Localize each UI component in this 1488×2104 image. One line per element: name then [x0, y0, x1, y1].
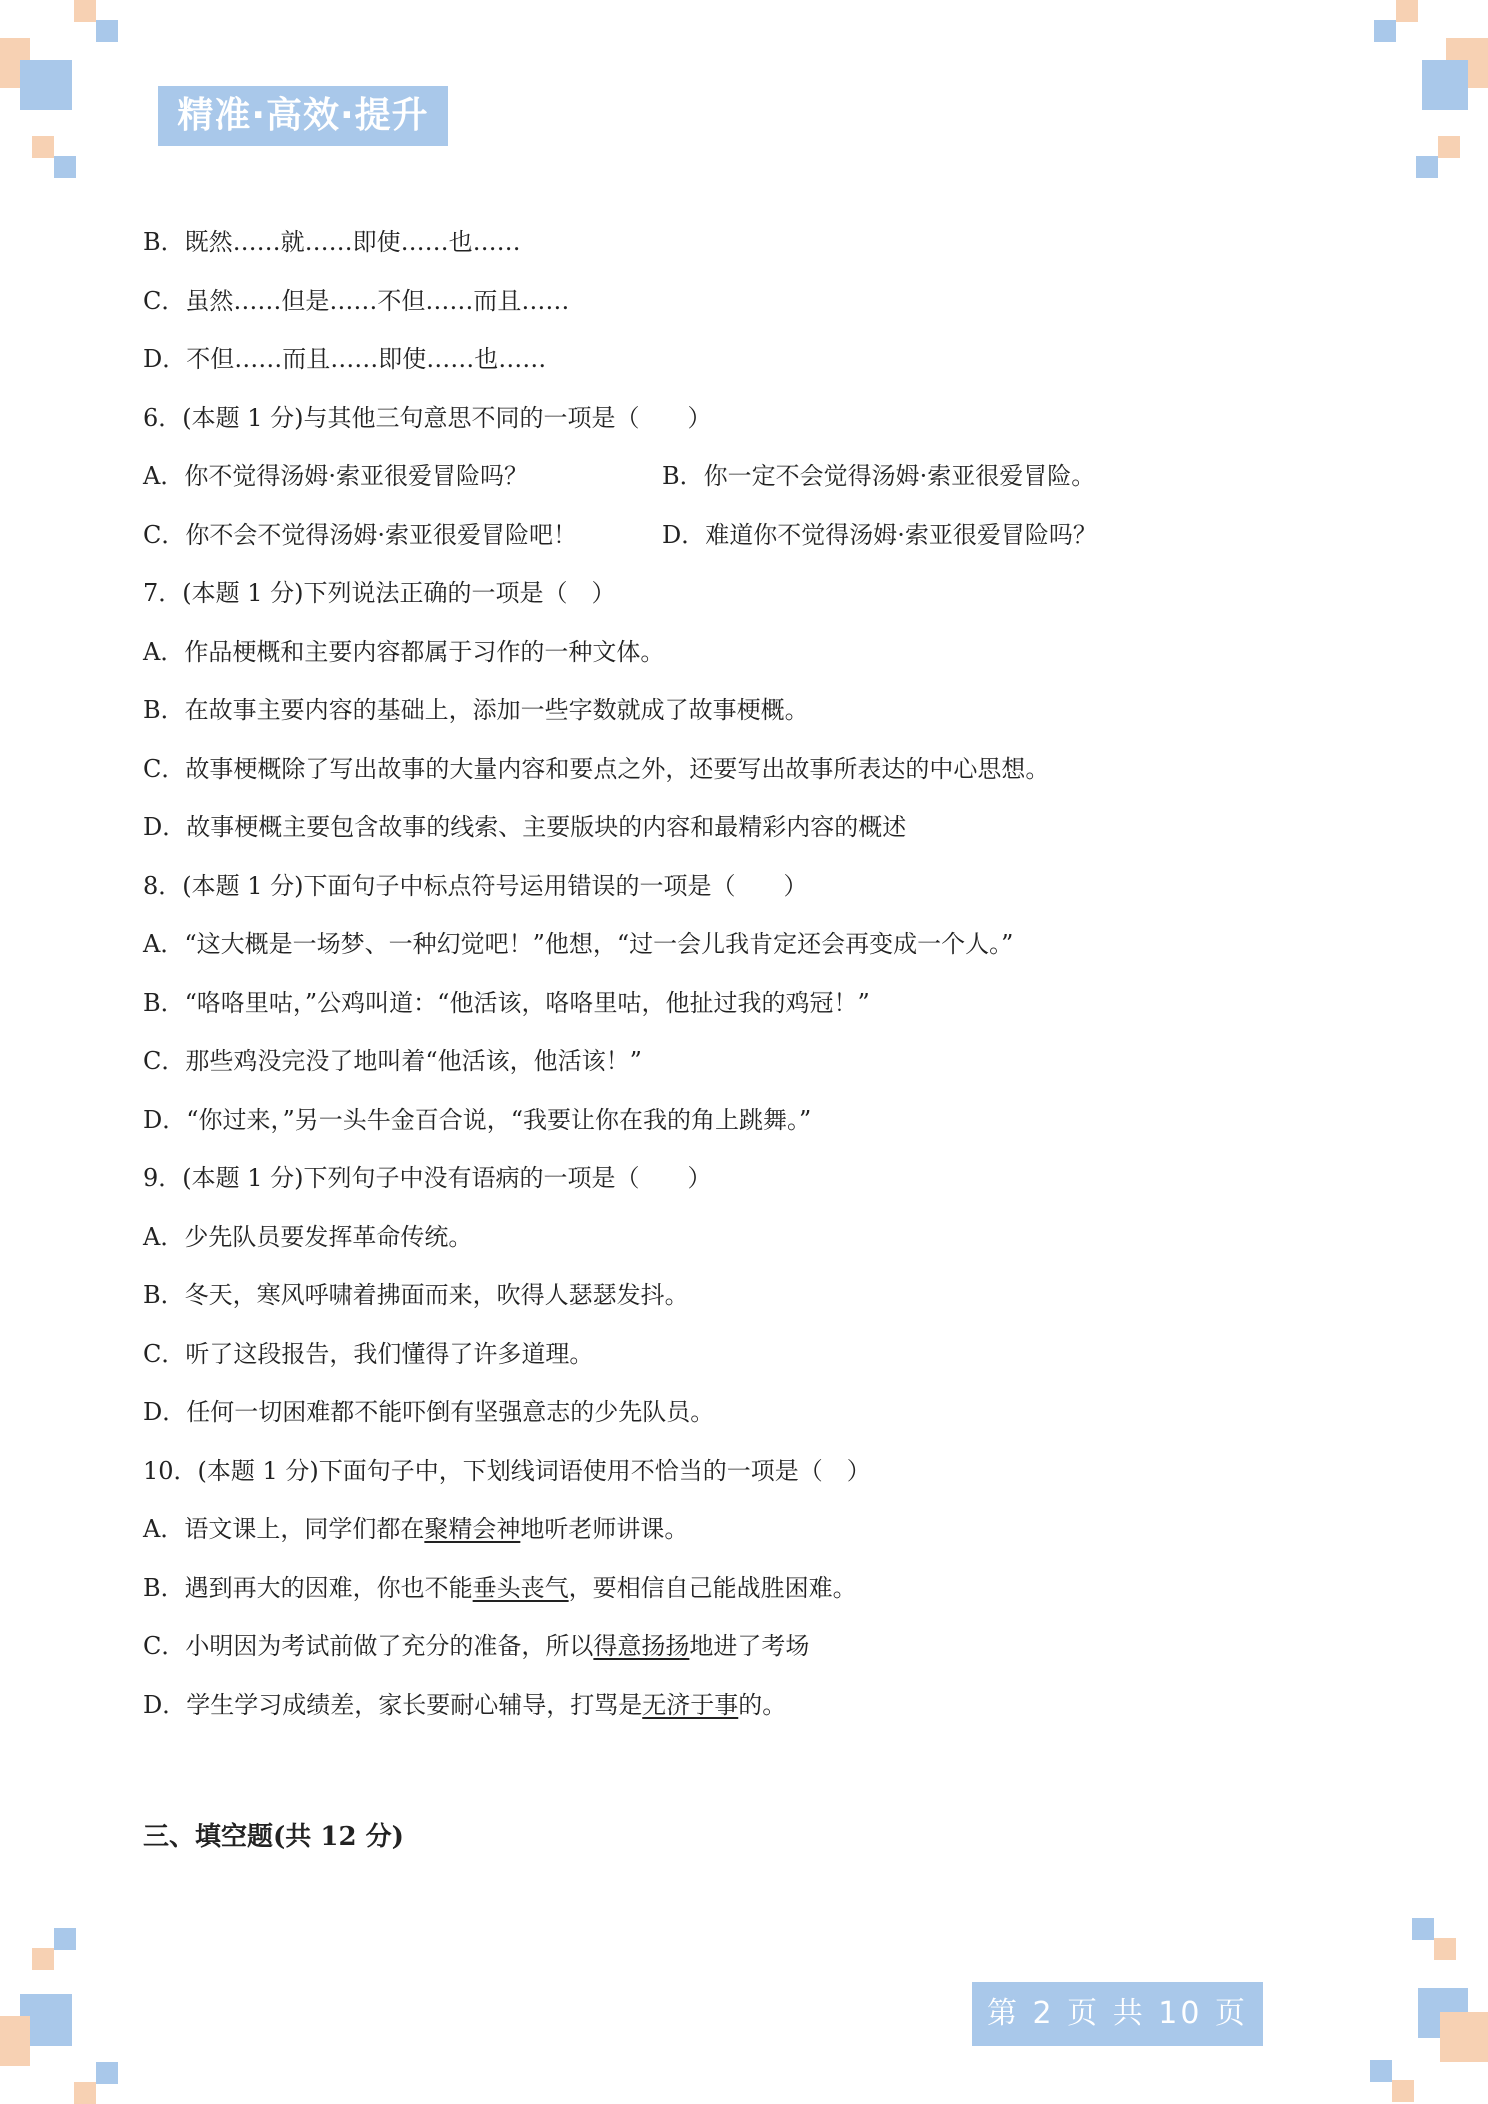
decor-square: [1416, 156, 1438, 178]
decor-square: [54, 156, 76, 178]
q7-option-a: A．作品梗概和主要内容都属于习作的一种文体。: [143, 637, 665, 666]
decor-square: [20, 60, 72, 110]
decor-square: [74, 2082, 96, 2104]
q10-option-a-suffix: 地听老师讲课。: [520, 1515, 689, 1543]
q10-option-a-underlined: 聚精会神: [424, 1515, 521, 1543]
decor-square: [1440, 2012, 1488, 2062]
q6-options-row-1: [143, 452, 1343, 511]
q10-option-c-suffix: 地进了考场: [689, 1632, 810, 1660]
q10-option-d: [143, 1681, 1343, 1740]
q6-options-row-2: [143, 511, 1343, 570]
q10-option-c-prefix: C．小明因为考试前做了充分的准备，所以: [143, 1632, 594, 1660]
q6-option-c: C．你不会不觉得汤姆·索亚很爱冒险吧！: [143, 520, 577, 549]
q10-option-b-prefix: B．遇到再大的因难，你也不能: [143, 1573, 473, 1602]
q10-option-c: [143, 1622, 1343, 1681]
decor-square: [96, 20, 118, 42]
q7-option-d: D．故事梗概主要包含故事的线索、主要版块的内容和最精彩内容的概述: [143, 813, 907, 841]
q7-option-c: C．故事梗概除了写出故事的大量内容和要点之外，还要写出故事所表达的中心思想。: [143, 754, 1050, 783]
q9-option-a: A．少先队员要发挥革命传统。: [143, 1222, 473, 1251]
q10-stem: 10．(本题 1 分)下面句子中，下划线词语使用不恰当的一项是（ ）: [143, 1456, 871, 1485]
q9-option-b: B．冬天，寒风呼啸着拂面而来，吹得人瑟瑟发抖。: [143, 1281, 689, 1309]
q6-stem: 6．(本题 1 分)与其他三句意思不同的一项是（ ）: [143, 403, 712, 432]
q10-option-a: [143, 1505, 1343, 1564]
q6-option-a: A．你不觉得汤姆·索亚很爱冒险吗？: [143, 462, 528, 490]
q8-option-a: A．“这大概是一场梦、一种幻觉吧！”他想，“过一会儿我肯定还会再变成一个人。”: [143, 930, 1014, 958]
q5-option-d: D．不但……而且……即使……也……: [143, 345, 547, 373]
q10-option-b-underlined: 垂头丧气: [472, 1573, 569, 1602]
decor-square: [1392, 2080, 1414, 2102]
q10-option-d-suffix: 的。: [738, 1690, 787, 1719]
section-title: 三、填空题(共 12 分): [143, 1822, 404, 1852]
decor-square: [0, 2016, 30, 2066]
page-number-badge: 第 2 页 共 10 页: [972, 1982, 1263, 2046]
q6-option-b: B．你一定不会觉得汤姆·索亚很爱冒险。: [662, 462, 1096, 490]
q10-option-a-prefix: A．语文课上，同学们都在: [143, 1515, 425, 1543]
q7-stem: 7．(本题 1 分)下列说法正确的一项是（ ）: [143, 579, 616, 607]
q10-option-b-suffix: ，要相信自己能战胜困难。: [568, 1573, 857, 1602]
q8-option-c: C．那些鸡没完没了地叫着“他活该，他活该！”: [143, 1047, 642, 1075]
decor-square: [1374, 20, 1396, 42]
q9-option-c: C．听了这段报告，我们懂得了许多道理。: [143, 1339, 594, 1368]
decor-square: [1422, 60, 1468, 110]
question-content: [143, 218, 1343, 1739]
header-badge: 精准·高效·提升: [158, 86, 448, 146]
q9-option-d: D．任何一切困难都不能吓倒有坚强意志的少先队员。: [143, 1398, 715, 1426]
q10-option-d-prefix: D．学生学习成绩差，家长要耐心辅导，打骂是: [143, 1690, 643, 1719]
decor-square: [1438, 136, 1460, 158]
decor-square: [96, 2062, 118, 2084]
q8-option-d: D．“你过来，”另一头牛金百合说，“我要让你在我的角上跳舞。”: [143, 1105, 812, 1134]
decor-square: [32, 1948, 54, 1970]
q8-option-b: B．“咯咯里咕，”公鸡叫道：“他活该，咯咯里咕，他扯过我的鸡冠！”: [143, 988, 870, 1017]
q9-stem: 9．(本题 1 分)下列句子中没有语病的一项是（ ）: [143, 1164, 712, 1192]
decor-square: [1396, 0, 1418, 22]
decor-square: [1412, 1918, 1434, 1940]
q6-option-d: D．难道你不觉得汤姆·索亚很爱冒险吗？: [662, 520, 1097, 549]
q5-option-b: B．既然……就……即使……也……: [143, 228, 521, 256]
decor-square: [74, 0, 96, 22]
decor-square: [32, 136, 54, 158]
decor-square: [1370, 2060, 1392, 2082]
q5-option-c: C．虽然……但是……不但……而且……: [143, 286, 570, 315]
decor-square: [54, 1928, 76, 1950]
q7-option-b: B．在故事主要内容的基础上，添加一些字数就成了故事梗概。: [143, 696, 809, 724]
q8-stem: 8．(本题 1 分)下面句子中标点符号运用错误的一项是（ ）: [143, 871, 808, 900]
q10-option-b: [143, 1564, 1343, 1623]
q10-option-d-underlined: 无济于事: [642, 1690, 739, 1719]
decor-square: [1434, 1938, 1456, 1960]
q10-option-c-underlined: 得意扬扬: [593, 1632, 690, 1660]
